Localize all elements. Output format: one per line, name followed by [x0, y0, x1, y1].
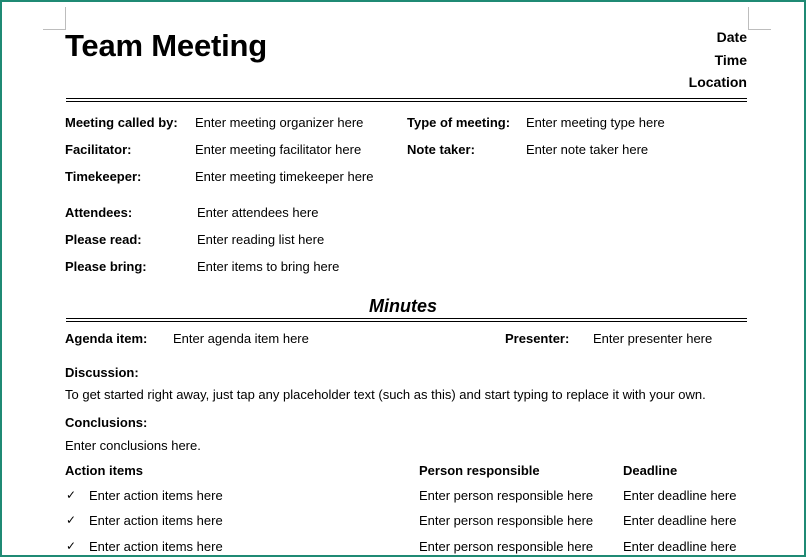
meeting-called-by-label: Meeting called by:	[65, 115, 178, 130]
person-responsible-header: Person responsible	[419, 463, 540, 478]
action-item-field[interactable]: Enter action items here	[89, 513, 223, 528]
note-taker-label: Note taker:	[407, 142, 475, 157]
crop-mark-top-right	[748, 7, 771, 30]
conclusions-text[interactable]: Enter conclusions here.	[65, 438, 201, 453]
checkmark-icon: ✓	[66, 488, 77, 502]
presenter-field[interactable]: Enter presenter here	[593, 331, 713, 346]
please-read-label: Please read:	[65, 232, 142, 247]
person-responsible-field[interactable]: Enter person responsible here	[419, 488, 594, 503]
items-to-bring-field[interactable]: Enter items to bring here	[197, 259, 340, 274]
checkmark-icon: ✓	[66, 513, 77, 527]
action-item-field[interactable]: Enter action items here	[89, 488, 223, 503]
time-field[interactable]: Time	[714, 52, 747, 68]
discussion-text[interactable]: To get started right away, just tap any placeholder text (such as this) and start typing to replace it with your own.	[65, 387, 706, 402]
person-responsible-field[interactable]: Enter person responsible here	[419, 539, 594, 554]
facilitator-label: Facilitator:	[65, 142, 132, 157]
timekeeper-field[interactable]: Enter meeting timekeeper here	[195, 169, 374, 184]
attendees-label: Attendees:	[65, 205, 133, 220]
conclusions-label: Conclusions:	[65, 415, 148, 430]
minutes-divider	[66, 318, 747, 322]
please-bring-label: Please bring:	[65, 259, 147, 274]
checkmark-icon: ✓	[66, 539, 77, 553]
note-taker-field[interactable]: Enter note taker here	[526, 142, 649, 157]
meeting-organizer-field[interactable]: Enter meeting organizer here	[195, 115, 364, 130]
action-item-field[interactable]: Enter action items here	[89, 539, 223, 554]
agenda-item-label: Agenda item:	[65, 331, 148, 346]
document-title[interactable]: Team Meeting	[65, 28, 268, 63]
date-field[interactable]: Date	[716, 29, 747, 45]
deadline-field[interactable]: Enter deadline here	[623, 513, 737, 528]
person-responsible-field[interactable]: Enter person responsible here	[419, 513, 594, 528]
action-items-header: Action items	[65, 463, 144, 478]
deadline-field[interactable]: Enter deadline here	[623, 539, 737, 554]
discussion-label: Discussion:	[65, 365, 139, 380]
header-divider	[66, 98, 747, 102]
crop-mark-top-left	[43, 7, 66, 30]
type-of-meeting-label: Type of meeting:	[407, 115, 511, 130]
deadline-header: Deadline	[623, 463, 678, 478]
deadline-field[interactable]: Enter deadline here	[623, 488, 737, 503]
presenter-label: Presenter:	[505, 331, 570, 346]
attendees-field[interactable]: Enter attendees here	[197, 205, 319, 220]
agenda-item-field[interactable]: Enter agenda item here	[173, 331, 309, 346]
location-field[interactable]: Location	[688, 74, 747, 90]
facilitator-field[interactable]: Enter meeting facilitator here	[195, 142, 362, 157]
minutes-heading: Minutes	[368, 296, 437, 316]
meeting-type-field[interactable]: Enter meeting type here	[526, 115, 665, 130]
reading-list-field[interactable]: Enter reading list here	[197, 232, 325, 247]
timekeeper-label: Timekeeper:	[65, 169, 142, 184]
